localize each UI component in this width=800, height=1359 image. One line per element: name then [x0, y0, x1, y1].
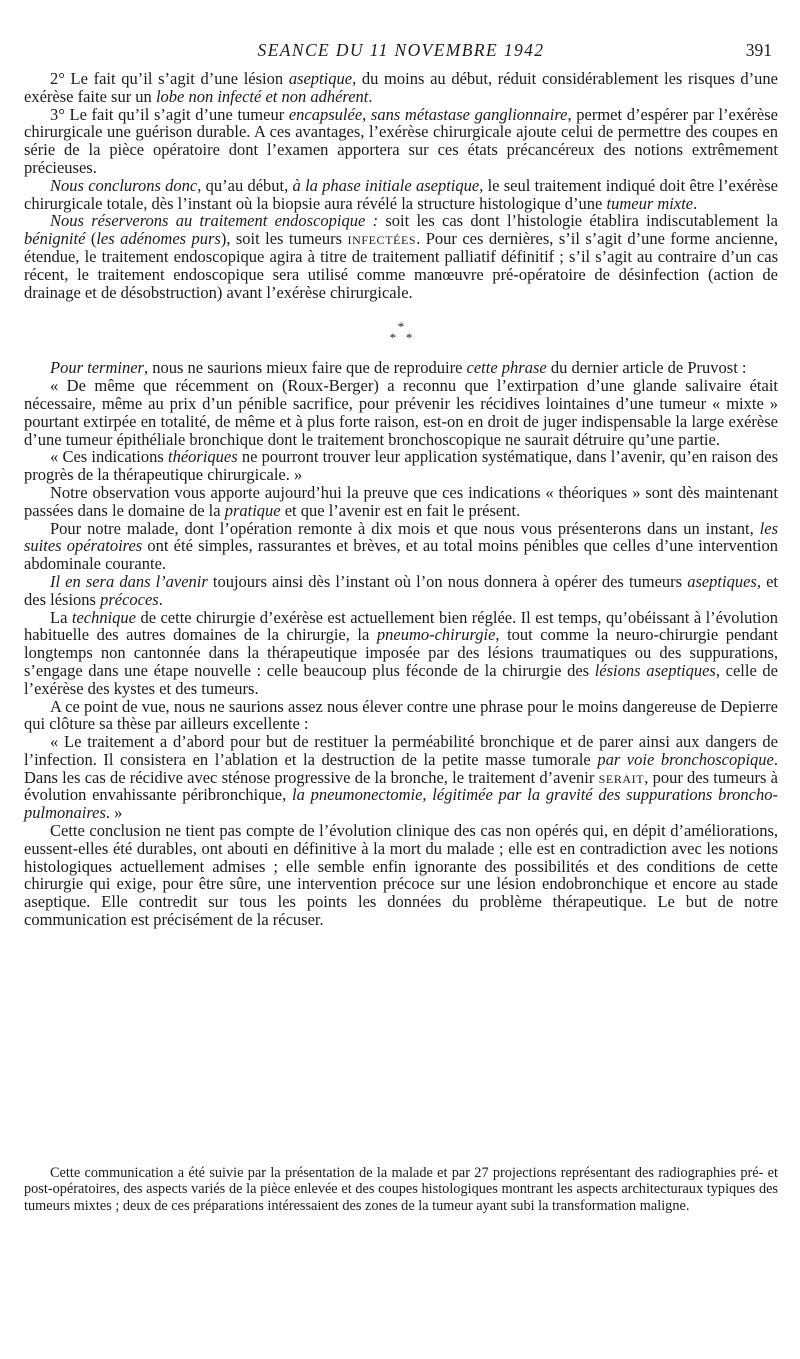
italic-text: Pour terminer [50, 358, 144, 378]
text-run: , et des lésions [24, 571, 778, 609]
text-run: Cette conclusion ne tient pas compte de l’évolution clinique des cas non opérés qui, en dépit d’améliorations, eussent-elles été durables, ont abouti en définitive à la mort du malade ; elle est en contradiction avec les notions histologiques actuellement admises ; elle semble enfin ignorante des possibilités et des conditions de cette chirurgie qui exige, pour être sûre, une intervention précoce sur une lésion endobronchique et encore au stade aseptique. Elle contredit sur tous les points les données du problème thérapeutique. Le but de notre communication est précisément de la récuser. [24, 821, 778, 930]
italic-text: théoriques [168, 447, 238, 467]
paragraph [24, 359, 778, 377]
smallcaps-text: infectées [347, 229, 417, 249]
article-body [24, 70, 778, 929]
text-run: . Pour ces dernières, s’il s’agit d’une forme ancienne, étendue, le traitement endoscopique agira à titre de traitement palliatif définitif ; s’il s’agit au contraire d’un cas récent, le traitement endoscopique sera utilisé comme manœuvre pré-opératoire de désinfection (action de drainage et de désobstruction) avant l’exérèse chirurgicale. [24, 229, 778, 302]
text-run: A ce point de vue, nous ne saurions assez nous élever contre une phrase pour le moins dangereuse de Depierre qui clôture sa thèse par ailleurs excellente : [24, 696, 778, 734]
italic-text: sans métastase ganglionnaire [370, 104, 568, 124]
paragraph [24, 698, 778, 734]
text-run: Pour notre malade, dont l’opération remonte à dix mois et que nous vous présenterons dans un instant, [50, 518, 760, 538]
italic-text: la pneumonectomie, légitimée par la gravité des suppurations broncho-pulmonaires [24, 785, 778, 823]
text-run: ont été simples, rassurantes et brèves, et au total moins pénibles que celles d’une intervention abdominale courante. [24, 536, 778, 574]
text-run: La [50, 607, 72, 627]
text-run: ( [85, 229, 97, 249]
final-section [24, 359, 778, 929]
paragraph [24, 106, 778, 177]
running-header [26, 40, 776, 64]
italic-text: technique [71, 607, 136, 627]
paragraph [24, 377, 778, 448]
italic-text: lobe non infecté et non adhérent [155, 86, 369, 106]
conclusions-section [24, 70, 778, 301]
italic-text: pneumo-chirurgie [376, 625, 496, 645]
text-run: 3° Le fait qu’il s’agit d’une tumeur [50, 104, 289, 124]
footnote-text: Cette communication a été suivie par la présentation de la malade et par 27 projections représentant des radiographies pré- et post-opératoires, des aspects variés de la pièce enlevée et des coupes histologiques montrant les aspects architecturaux typiques des tumeurs mixtes ; deux de ces préparations intéressaient des zones de la tumeur ayant subi la transformation maligne. [24, 1165, 778, 1214]
italic-text: les adénomes purs [96, 229, 221, 249]
text-run: , celle de l’exérèse des kystes et des tumeurs. [24, 660, 778, 698]
italic-text: précoces [100, 589, 159, 609]
italic-text: aseptiques [687, 571, 757, 591]
text-run: et que l’avenir est en fait le présent. [280, 500, 521, 520]
text-run: « Ces indications [50, 447, 168, 467]
italic-text: Nous conclurons donc [50, 175, 198, 195]
italic-text: les suites opératoires [24, 518, 778, 556]
text-run: « De même que récemment on (Roux-Berger) a reconnu que l’extirpation d’une glande salivaire était nécessaire, même au prix d’un pénible sacrifice, pour prévenir les récidives lointaines d’une tumeur « mixte » pourtant extirpée en totalité, de même et à plus forte raison, est-on en droit de juger indispensable la large exérèse d’une tumeur épithéliale bronchique dont le traitement bronchoscopique ne saurait détruire qu’une partie. [24, 376, 778, 449]
paragraph [24, 70, 778, 106]
italic-text: bénignité [24, 229, 86, 249]
italic-text: Nous réserverons au traitement endoscopique : [50, 211, 379, 231]
section-separator [24, 319, 778, 346]
text-run: toujours ainsi dès l’instant où l’on nous donnera à opérer des tumeurs [207, 571, 688, 591]
paragraph [24, 448, 778, 484]
text-run: , tout comme la neuro-chirurgie pendant longtemps non cantonnée dans la thérapeutique imposée par des lésions traumatiques ou des suppurations, s’engage dans une étape nouvelle : celle beaucoup plus féconde de la chirurgie des [24, 625, 778, 680]
separator-stars-bottom: * * [389, 330, 413, 346]
paragraph [24, 573, 778, 609]
italic-text: par voie bronchoscopique [597, 749, 774, 769]
text-run: de cette chirurgie d’exérèse est actuellement bien réglée. Il est temps, qu’obéissant à l’évolution habituelle des autres domaines de la chirurgie, la [24, 607, 778, 645]
separator-star-top: * [397, 319, 405, 335]
paragraph [24, 822, 778, 929]
text-run: , du moins au début, réduit considérablement les risques d’une exérèse faite sur un [24, 69, 778, 106]
page-number: 391 [745, 40, 772, 60]
italic-text: encapsulée [288, 104, 363, 124]
paragraph [24, 484, 778, 520]
text-run: . » [105, 803, 123, 823]
text-run: soit les cas dont l’histologie établira indiscutablement la [378, 211, 779, 231]
text-run: . Dans les cas de récidive avec sténose progressive de la bronche, le traitement d’avenir [24, 749, 779, 787]
paragraph [24, 733, 778, 822]
smallcaps-text: serait [598, 767, 645, 787]
text-run: . [158, 589, 163, 609]
italic-text: Il en sera dans l’avenir [50, 571, 208, 591]
italic-text: lésions aseptiques [594, 660, 716, 680]
text-run: , le seul traitement indiqué doit être l’exérèse chirurgicale totale, dès l’instant où la biopsie aura révélé la structure histologique d’une [24, 175, 778, 213]
text-run: , nous ne saurions mieux faire que de reproduire [143, 358, 467, 378]
italic-text: cette phrase [466, 358, 547, 378]
text-run: 2° Le fait qu’il s’agit d’une lésion [50, 69, 289, 88]
text-run: ne pourront trouver leur application systématique, dans l’avenir, qu’en raison des progrès de la thérapeutique chirurgicale. » [24, 447, 778, 485]
paragraph [24, 212, 778, 301]
text-run: . [693, 193, 698, 213]
italic-text: aseptique [288, 69, 353, 88]
text-run: . [368, 86, 373, 106]
header-title: SEANCE DU 11 NOVEMBRE 1942 [257, 40, 545, 60]
text-run: « Le traitement a d’abord pour but de restituer la perméabilité bronchique et de parer ainsi aux dangers de l’infection. Il consistera en l’ablation et la destruction de la petite masse tumorale [24, 732, 778, 769]
text-run: , permet d’espérer par l’exérèse chirurgicale une guérison durable. A ces avantages, l’exérèse chirurgicale ajoute celui de permettre des coupes en série de la pièce opératoire dont l’examen apportera sur ces états précancéreux des notions extrêmement précieuses. [24, 104, 778, 177]
text-run: , pour des tumeurs à évolution envahissante péribronchique, [24, 767, 778, 805]
text-run: Notre observation vous apporte aujourd’hui la preuve que ces indications « théoriques » sont dès maintenant passées dans le domaine de la [24, 482, 778, 520]
italic-text: pratique [224, 500, 281, 520]
paragraph [24, 609, 778, 698]
text-run: , [362, 104, 371, 124]
paragraph [24, 177, 778, 213]
text-run: du dernier article de Pruvost : [546, 358, 747, 378]
text-run: ), soit les tumeurs [220, 229, 348, 249]
text-run: , qu’au début, [197, 175, 293, 195]
italic-text: à la phase initiale aseptique [292, 175, 480, 195]
paragraph [24, 520, 778, 573]
italic-text: tumeur mixte [606, 193, 694, 213]
footnote [24, 1165, 778, 1214]
